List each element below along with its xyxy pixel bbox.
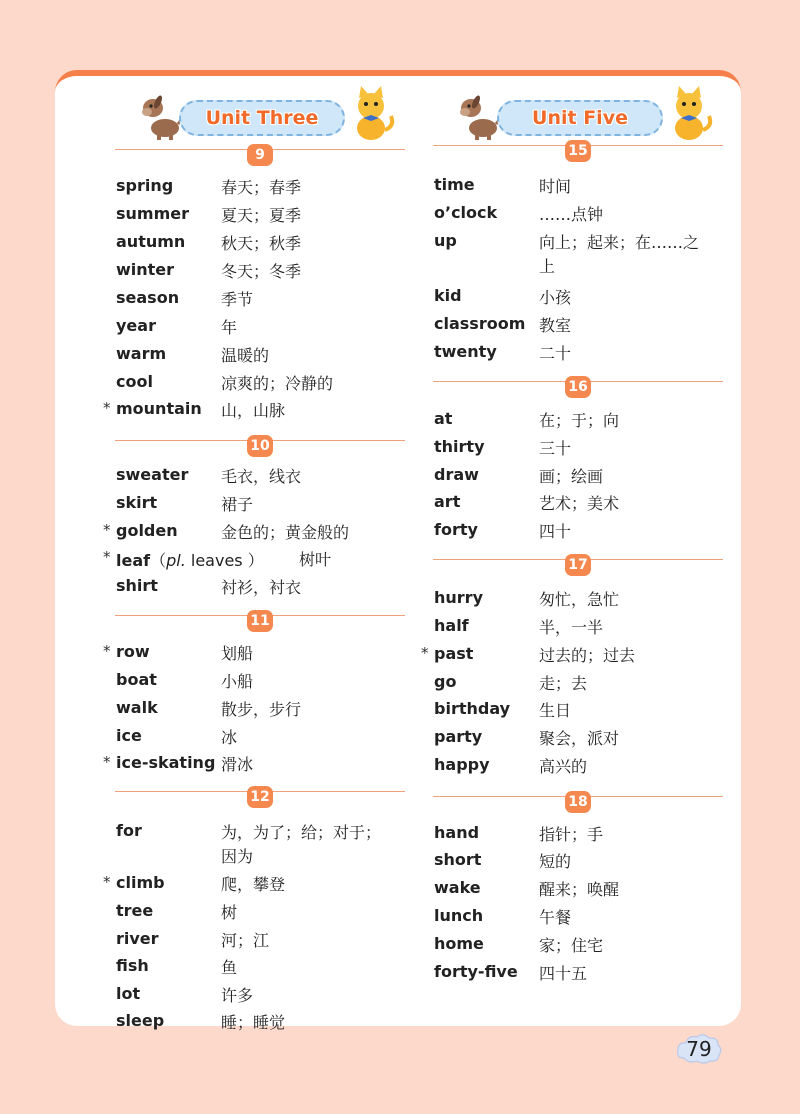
optional-marker: * — [103, 642, 111, 660]
vocab-word-text: golden — [116, 521, 178, 540]
vocab-word-text: happy — [434, 755, 490, 774]
vocab-word-text: warm — [116, 344, 167, 363]
vocab-meaning: 睡；睡觉 — [221, 1013, 286, 1032]
vocab-word-text: spring — [116, 176, 174, 195]
unit-title-pill — [497, 100, 663, 136]
vocab-meaning: 季节 — [221, 290, 254, 309]
plural-note — [150, 551, 264, 570]
vocab-word — [116, 260, 174, 279]
vocab-meaning: 温暖的 — [221, 346, 270, 365]
vocab-meaning: 在；于；向 — [539, 411, 620, 430]
vocab-meaning: 衬衫，衬衣 — [221, 578, 302, 597]
unit-title-pill — [179, 100, 345, 136]
vocab-word-text: shirt — [116, 576, 158, 595]
vocab-meaning: 为，为了；给；对于；因为 — [221, 823, 382, 866]
vocab-meaning: 向上；起来；在……之上 — [539, 233, 700, 276]
vocab-word-text: for — [116, 821, 142, 840]
vocab-word — [116, 399, 202, 418]
vocab-word-text: draw — [434, 465, 479, 484]
unit-title: Unit Three — [205, 107, 319, 129]
vocab-meaning: 三十 — [539, 439, 572, 458]
vocab-word — [116, 465, 188, 484]
vocab-word — [116, 232, 185, 251]
vocab-word — [116, 670, 157, 689]
vocab-entry — [431, 520, 731, 548]
vocab-word-text: lunch — [434, 906, 484, 925]
vocab-entry — [431, 588, 731, 616]
vocab-entry — [113, 929, 413, 957]
vocab-entry — [113, 956, 413, 984]
lesson-divider — [115, 437, 405, 459]
vocab-entry — [431, 409, 731, 437]
vocab-entry — [431, 314, 731, 342]
vocab-entry — [113, 372, 413, 400]
lesson-number-badge: 17 — [565, 554, 591, 576]
lesson-number-badge: 11 — [247, 610, 273, 632]
vocab-word-text: summer — [116, 204, 189, 223]
vocab-word — [116, 493, 157, 512]
optional-marker: * — [103, 873, 111, 891]
vocab-entry — [431, 962, 731, 990]
vocab-entry — [113, 670, 413, 698]
vocab-word-text: thirty — [434, 437, 485, 456]
vocab-entry — [113, 984, 413, 1012]
vocab-word — [434, 175, 475, 194]
lesson-number-badge: 10 — [247, 435, 273, 457]
plural-abbrev: pl. — [166, 551, 186, 570]
vocab-word-text: hurry — [434, 588, 483, 607]
vocab-meaning: 午餐 — [539, 908, 572, 927]
vocab-word-text: forty-five — [434, 962, 518, 981]
vocab-word — [434, 231, 457, 250]
vocab-entry — [431, 755, 731, 783]
vocab-word-text: cool — [116, 372, 153, 391]
vocab-meaning: 冰 — [221, 728, 238, 747]
vocab-word-text: up — [434, 231, 457, 250]
vocab-meaning: 指针；手 — [539, 825, 604, 844]
vocab-word — [434, 934, 484, 953]
vocab-entry — [431, 878, 731, 906]
vocab-entry — [421, 644, 731, 672]
optional-marker: * — [103, 753, 111, 771]
vocab-meaning: 教室 — [539, 316, 572, 335]
lesson-divider — [115, 146, 405, 168]
vocab-word-text: skirt — [116, 493, 158, 512]
vocab-word — [434, 699, 510, 718]
vocab-word — [434, 465, 479, 484]
vocab-entry — [113, 260, 413, 288]
vocab-meaning: 生日 — [539, 701, 572, 720]
vocab-entry — [103, 521, 413, 549]
vocab-meaning: 冬天；冬季 — [221, 262, 302, 281]
vocab-meaning: 聚会，派对 — [539, 729, 620, 748]
optional-marker: * — [103, 548, 111, 566]
vocab-entry — [431, 934, 731, 962]
optional-marker: * — [421, 644, 429, 662]
vocab-meaning: 树 — [221, 903, 238, 922]
vocab-entry — [113, 698, 413, 726]
vocab-meaning: 画；绘画 — [539, 467, 604, 486]
page-number — [676, 1032, 722, 1066]
vocab-word-text: party — [434, 727, 483, 746]
vocab-entry — [431, 699, 731, 727]
vocab-word — [434, 727, 482, 746]
vocab-meaning: 二十 — [539, 344, 572, 363]
vocab-entry — [113, 726, 413, 754]
vocab-meaning: 爬，攀登 — [221, 875, 286, 894]
vocab-meaning: 过去的；过去 — [539, 646, 636, 665]
vocab-word — [434, 437, 485, 456]
vocab-word — [434, 823, 479, 842]
vocab-meaning: 春天；春季 — [221, 178, 302, 197]
vocab-entry — [431, 906, 731, 934]
vocab-entry — [113, 344, 413, 372]
vocab-entry — [113, 465, 413, 493]
vocab-word-text: twenty — [434, 342, 497, 361]
vocab-entry — [113, 821, 413, 866]
unit-title: Unit Five — [532, 107, 628, 129]
vocab-entry — [431, 616, 731, 644]
vocab-entry — [113, 288, 413, 316]
vocab-word — [434, 755, 490, 774]
optional-marker: * — [103, 521, 111, 539]
vocab-word-text: fish — [116, 956, 149, 975]
vocab-word — [116, 956, 149, 975]
vocab-word — [116, 873, 165, 892]
vocab-word-text: o’clock — [434, 203, 498, 222]
vocab-meaning: 匆忙，急忙 — [539, 590, 620, 609]
cat-icon — [663, 86, 715, 142]
vocab-entry — [113, 204, 413, 232]
vocab-entry — [113, 1011, 413, 1039]
vocab-entry — [431, 342, 731, 370]
vocab-word — [434, 644, 473, 663]
vocab-word-text: half — [434, 616, 469, 635]
vocab-word — [434, 520, 478, 539]
vocab-word-text: classroom — [434, 314, 526, 333]
vocab-word-text: lot — [116, 984, 141, 1003]
vocab-word — [116, 344, 166, 363]
vocab-entry — [113, 176, 413, 204]
vocab-word — [116, 642, 150, 661]
vocab-entry — [113, 232, 413, 260]
vocab-meaning: 凉爽的；冷静的 — [221, 374, 334, 393]
vocab-meaning: 散步，步行 — [221, 700, 302, 719]
vocab-word — [116, 726, 142, 745]
vocab-word-text: kid — [434, 286, 462, 305]
vocab-meaning: 醒来；唤醒 — [539, 880, 620, 899]
vocab-word-text: season — [116, 288, 180, 307]
plural-form: leaves ） — [185, 551, 264, 570]
vocab-entry — [431, 492, 731, 520]
lesson-divider — [115, 612, 405, 634]
vocab-word — [116, 1011, 164, 1030]
vocab-word — [116, 576, 158, 595]
vocab-word — [116, 901, 153, 920]
vocab-meaning: 裙子 — [221, 495, 254, 514]
vocab-entry — [431, 231, 731, 276]
unit-banner — [459, 84, 709, 146]
vocab-word — [434, 492, 460, 511]
lesson-number-badge: 16 — [565, 376, 591, 398]
vocab-meaning: 四十 — [539, 522, 572, 541]
vocab-word — [116, 698, 158, 717]
vocab-meaning: 树叶 — [299, 550, 332, 569]
lesson-divider — [433, 142, 723, 164]
vocab-word-text: past — [434, 644, 474, 663]
vocabulary-card — [55, 70, 741, 1032]
page-number-label: 79 — [686, 1037, 712, 1061]
lesson-divider — [433, 378, 723, 400]
vocab-meaning: 秋天；秋季 — [221, 234, 302, 253]
vocab-word-text: ice-skating — [116, 753, 216, 772]
vocab-word — [116, 753, 215, 772]
vocab-word-text: wake — [434, 878, 481, 897]
vocab-entry — [113, 901, 413, 929]
vocab-meaning: 鱼 — [221, 958, 238, 977]
plural-note-open: （ — [150, 551, 167, 570]
vocab-word-text: boat — [116, 670, 157, 689]
vocab-entry — [103, 642, 413, 670]
vocab-word-text: autumn — [116, 232, 186, 251]
vocab-word — [116, 984, 140, 1003]
vocab-word-text: sleep — [116, 1011, 165, 1030]
vocab-word-text: climb — [116, 873, 165, 892]
vocab-word — [116, 176, 173, 195]
lesson-number-badge: 9 — [247, 144, 273, 166]
vocab-word — [116, 372, 153, 391]
vocab-meaning: 高兴的 — [539, 757, 588, 776]
vocab-word-text: leaf — [116, 551, 151, 570]
vocab-word — [434, 850, 481, 869]
vocab-meaning: 家；住宅 — [539, 936, 604, 955]
vocab-word-text: river — [116, 929, 159, 948]
vocab-word-text: walk — [116, 698, 158, 717]
vocab-meaning: 半，一半 — [539, 618, 604, 637]
vocab-meaning: 划船 — [221, 644, 254, 663]
vocab-word-text: ice — [116, 726, 142, 745]
lesson-number-badge: 15 — [565, 140, 591, 162]
vocab-word — [434, 672, 456, 691]
vocab-entry — [113, 316, 413, 344]
vocab-word-text: time — [434, 175, 475, 194]
vocab-word-text: mountain — [116, 399, 202, 418]
vocab-word-text: art — [434, 492, 461, 511]
vocab-word-text: at — [434, 409, 453, 428]
vocab-word — [434, 314, 525, 333]
vocab-word-text: row — [116, 642, 150, 661]
vocab-word — [116, 821, 142, 840]
vocab-word-text: year — [116, 316, 156, 335]
vocab-word — [434, 286, 462, 305]
vocab-word-text: go — [434, 672, 457, 691]
vocab-entry — [431, 850, 731, 878]
vocab-word-text: hand — [434, 823, 480, 842]
vocab-entry — [113, 493, 413, 521]
vocab-meaning: 年 — [221, 318, 238, 337]
vocab-meaning: 夏天；夏季 — [221, 206, 302, 225]
unit-banner — [141, 84, 391, 146]
vocab-meaning: 时间 — [539, 177, 572, 196]
vocab-word — [116, 929, 159, 948]
vocab-entry — [103, 753, 413, 781]
vocab-entry — [431, 823, 731, 851]
optional-marker: * — [103, 399, 111, 417]
vocab-word — [116, 316, 156, 335]
vocab-word-text: tree — [116, 901, 154, 920]
vocab-meaning: 河；江 — [221, 931, 270, 950]
vocab-meaning: 小船 — [221, 672, 254, 691]
vocab-meaning: 艺术；美术 — [539, 494, 620, 513]
vocab-word-text: home — [434, 934, 484, 953]
vocab-word — [434, 962, 518, 981]
vocab-meaning: 小孩 — [539, 288, 572, 307]
vocab-meaning: 山，山脉 — [221, 401, 286, 420]
vocab-entry — [431, 203, 731, 231]
vocab-meaning: 短的 — [539, 852, 572, 871]
vocab-word — [434, 409, 452, 428]
vocab-word — [116, 521, 178, 540]
vocab-entry — [103, 873, 413, 901]
vocab-entry — [103, 399, 413, 427]
lesson-divider — [433, 793, 723, 815]
vocab-meaning: ……点钟 — [539, 205, 604, 224]
vocab-word — [434, 906, 483, 925]
vocab-word — [116, 288, 179, 307]
vocab-entry — [431, 437, 731, 465]
cat-icon — [345, 86, 397, 142]
vocab-word-text: winter — [116, 260, 175, 279]
vocab-entry — [113, 576, 413, 604]
vocab-word — [434, 203, 497, 222]
vocab-word-text: birthday — [434, 699, 511, 718]
lesson-number-badge: 18 — [565, 791, 591, 813]
vocab-entry — [431, 727, 731, 755]
vocab-word — [434, 342, 497, 361]
vocab-entry — [431, 175, 731, 203]
vocab-word — [116, 204, 189, 223]
vocab-entry — [431, 465, 731, 493]
vocab-word — [434, 588, 483, 607]
vocab-meaning: 毛衣，线衣 — [221, 467, 302, 486]
vocab-word — [116, 548, 264, 571]
vocab-entry — [431, 286, 731, 314]
vocab-word-text: sweater — [116, 465, 189, 484]
vocab-meaning: 四十五 — [539, 964, 588, 983]
vocab-word-text: forty — [434, 520, 478, 539]
vocab-meaning: 走；去 — [539, 674, 588, 693]
vocab-word — [434, 616, 469, 635]
vocab-entry — [431, 672, 731, 700]
vocab-word — [434, 878, 481, 897]
vocab-word-text: short — [434, 850, 482, 869]
vocab-entry — [103, 548, 413, 576]
lesson-divider — [115, 788, 405, 810]
vocab-meaning: 金色的；黄金般的 — [221, 523, 350, 542]
vocab-meaning: 滑冰 — [221, 755, 254, 774]
vocab-meaning: 许多 — [221, 986, 254, 1005]
lesson-divider — [433, 556, 723, 578]
lesson-number-badge: 12 — [247, 786, 273, 808]
